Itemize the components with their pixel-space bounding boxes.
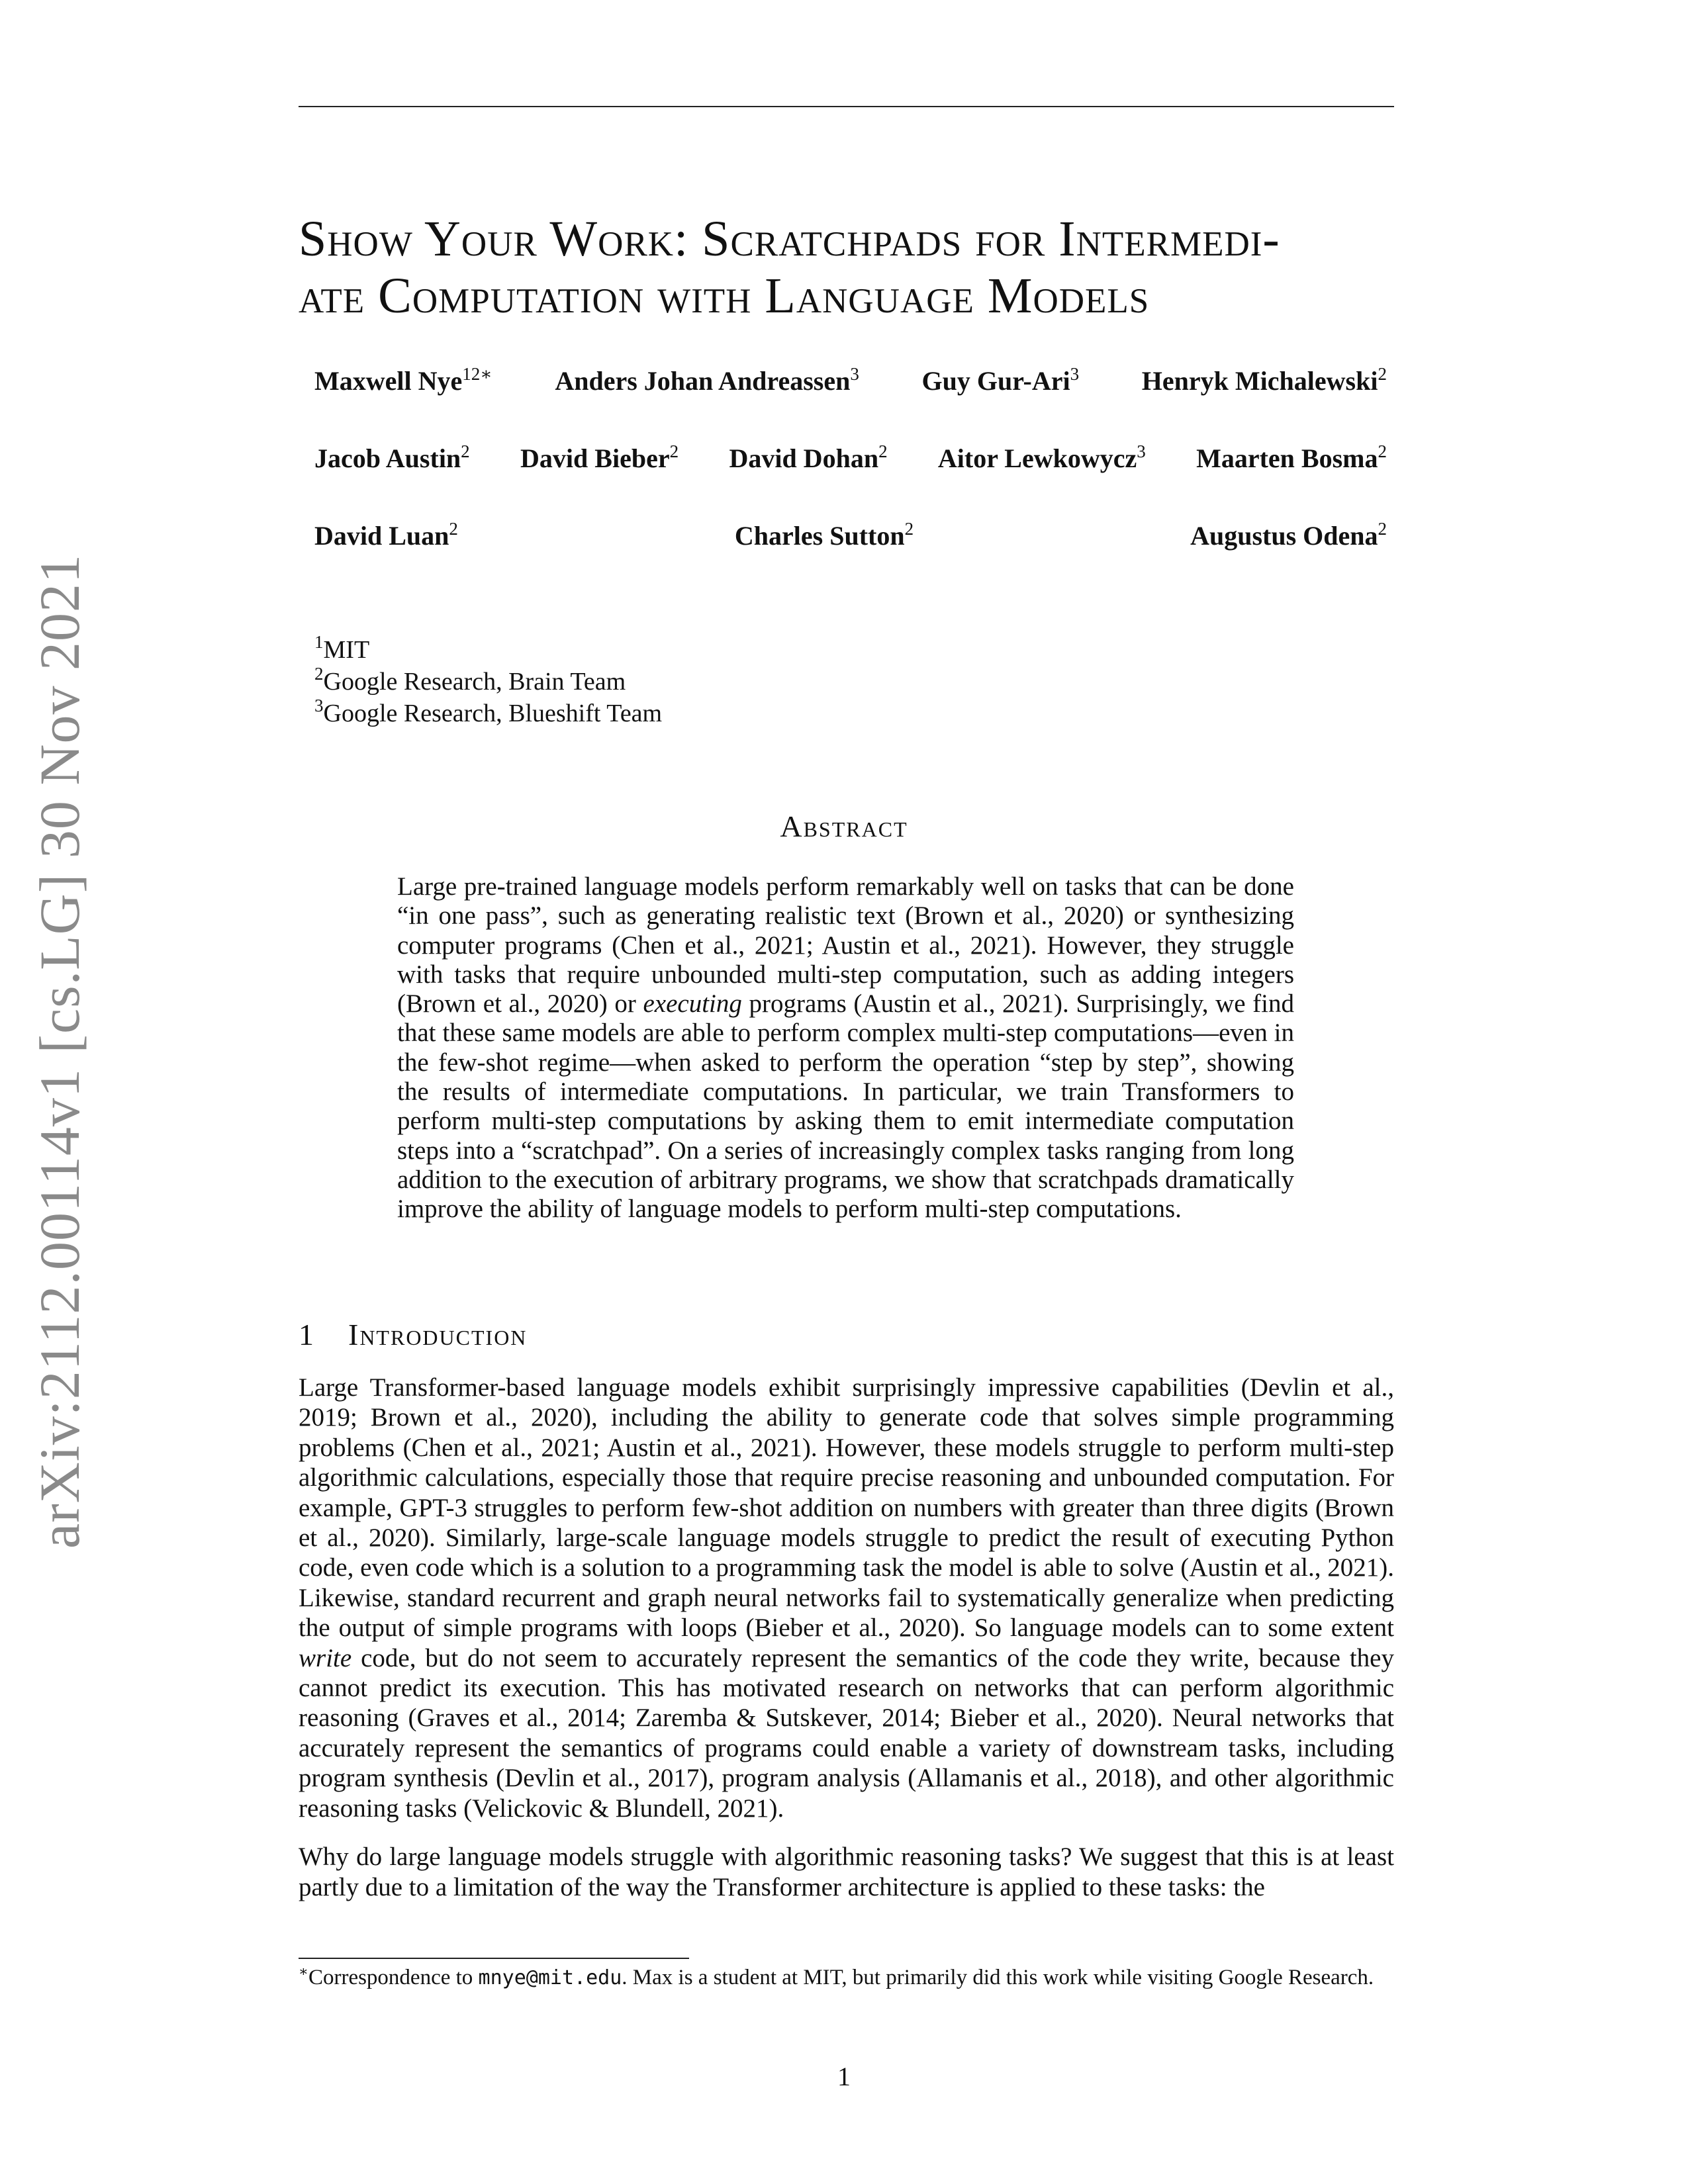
author: Aitor Lewkowycz$^3$ [937,441,1146,473]
author: Maxwell Nye$^{12∗}$ [314,364,492,396]
section-number: 1 [299,1318,315,1351]
author: Augustus Odena$^2$ [1190,519,1387,551]
author: Henryk Michalewski$^2$ [1141,364,1387,396]
title-line-1: Show Your Work: Scratchpads for Intermedi- [299,211,1280,267]
author: Anders Johan Andreassen$^3$ [555,364,859,396]
affiliation: $^3$Google Research, Blueshift Team [314,696,663,727]
footnote: ∗Correspondence to mnye@mit.edu. Max is a student at MIT, but primarily did this work while visiting Google Research. [299,1963,1374,1989]
intro-paragraph-1: Large Transformer-based language models exhibit surprisingly impressive capabilities (Devlin et al., 2019; Brown et al., 2020), including the ability to generate code that solves simple programming problems (Chen et al., 2021; Austin et al., 2021). However, these models struggle to perform multi-step algorithmic calculations, especially those that require precise reasoning and unbounded computation. For example, GPT-3 struggles to perform few-shot addition on numbers with greater than three digits (Brown et al., 2020). Similarly, large-scale language models struggle to predict the result of executing Python code, even code which is a solution to a programming task the model is able to solve (Austin et al., 2021). Likewise, standard recurrent and graph neural networks fail to systematically generalize when predicting the output of simple programs with loops (Bieber et al., 2020). So language models can to some extent write code, but do not seem to accurately represent the semantics of the code they write, because they cannot predict its execution. This has motivated research on networks that can perform algorithmic reasoning (Graves et al., 2014; Zaremba & Sutskever, 2014; Bieber et al., 2020). Neural networks that accurately represent the semantics of programs could enable a variety of downstream tasks, including program synthesis (Devlin et al., 2017), program analysis (Allamanis et al., 2018), and other algorithmic reasoning tasks (Velickovic & Blundell, 2021). [299,1373,1394,1823]
affiliation: $^2$Google Research, Brain Team [314,664,626,696]
paper-title [299,210,1397,324]
title-line-2: ate Computation with Language Models [299,268,1150,324]
author-row-2 [314,443,1387,520]
page-number: 1 [837,2062,851,2091]
intro-paragraph-2: Why do large language models struggle with algorithmic reasoning tasks? We suggest that this is at least partly due to a limitation of the way the Transformer architecture is applied to these tasks: the [299,1843,1394,1901]
abstract-heading: Abstract [780,809,908,843]
section-heading [299,1317,527,1352]
affiliations [314,634,662,729]
author-row-3 [314,520,1387,598]
abstract-body [397,872,1294,1224]
introduction-body [299,1373,1394,1921]
top-rule [299,106,1394,107]
arxiv-side-label: arXiv:2112.00114v1 [cs.LG] 30 Nov 2021 [28,554,91,1549]
author: David Bieber$^2$ [520,441,679,473]
section-title: Introduction [348,1318,528,1351]
affiliation: $^1$MIT [314,632,370,664]
author: Jacob Austin$^2$ [314,441,470,473]
author-list [314,365,1387,598]
abstract-paragraph: Large pre-trained language models perform remarkably well on tasks that can be done “in one pass”, such as generating realistic text (Brown et al., 2020) or synthesizing computer programs (Chen et al., 2021; Austin et al., 2021). However, they struggle with tasks that require unbounded multi-step computation, such as adding integers (Brown et al., 2020) or executing programs (Austin et al., 2021). Surprisingly, we find that these same models are able to perform complex multi-step computations—even in the few-shot regime—when asked to perform the operation “step by step”, showing the results of intermediate computations. In particular, we train Transformers to perform multi-step computations by asking them to emit intermediate computation steps into a “scratchpad”. On a series of increasingly complex tasks ranging from long addition to the execution of arbitrary programs, we show that scratchpads dramatically improve the ability of language models to perform multi-step computations. [397,872,1294,1224]
author: Maarten Bosma$^2$ [1196,441,1387,473]
author: David Dohan$^2$ [729,441,888,473]
author: Charles Sutton$^2$ [734,519,914,551]
author: Guy Gur-Ari$^3$ [921,364,1080,396]
email-link[interactable]: mnye@mit.edu [478,1966,622,1989]
author-row-1 [314,365,1387,443]
footnote-rule [299,1958,689,1959]
author: David Luan$^2$ [314,519,458,551]
